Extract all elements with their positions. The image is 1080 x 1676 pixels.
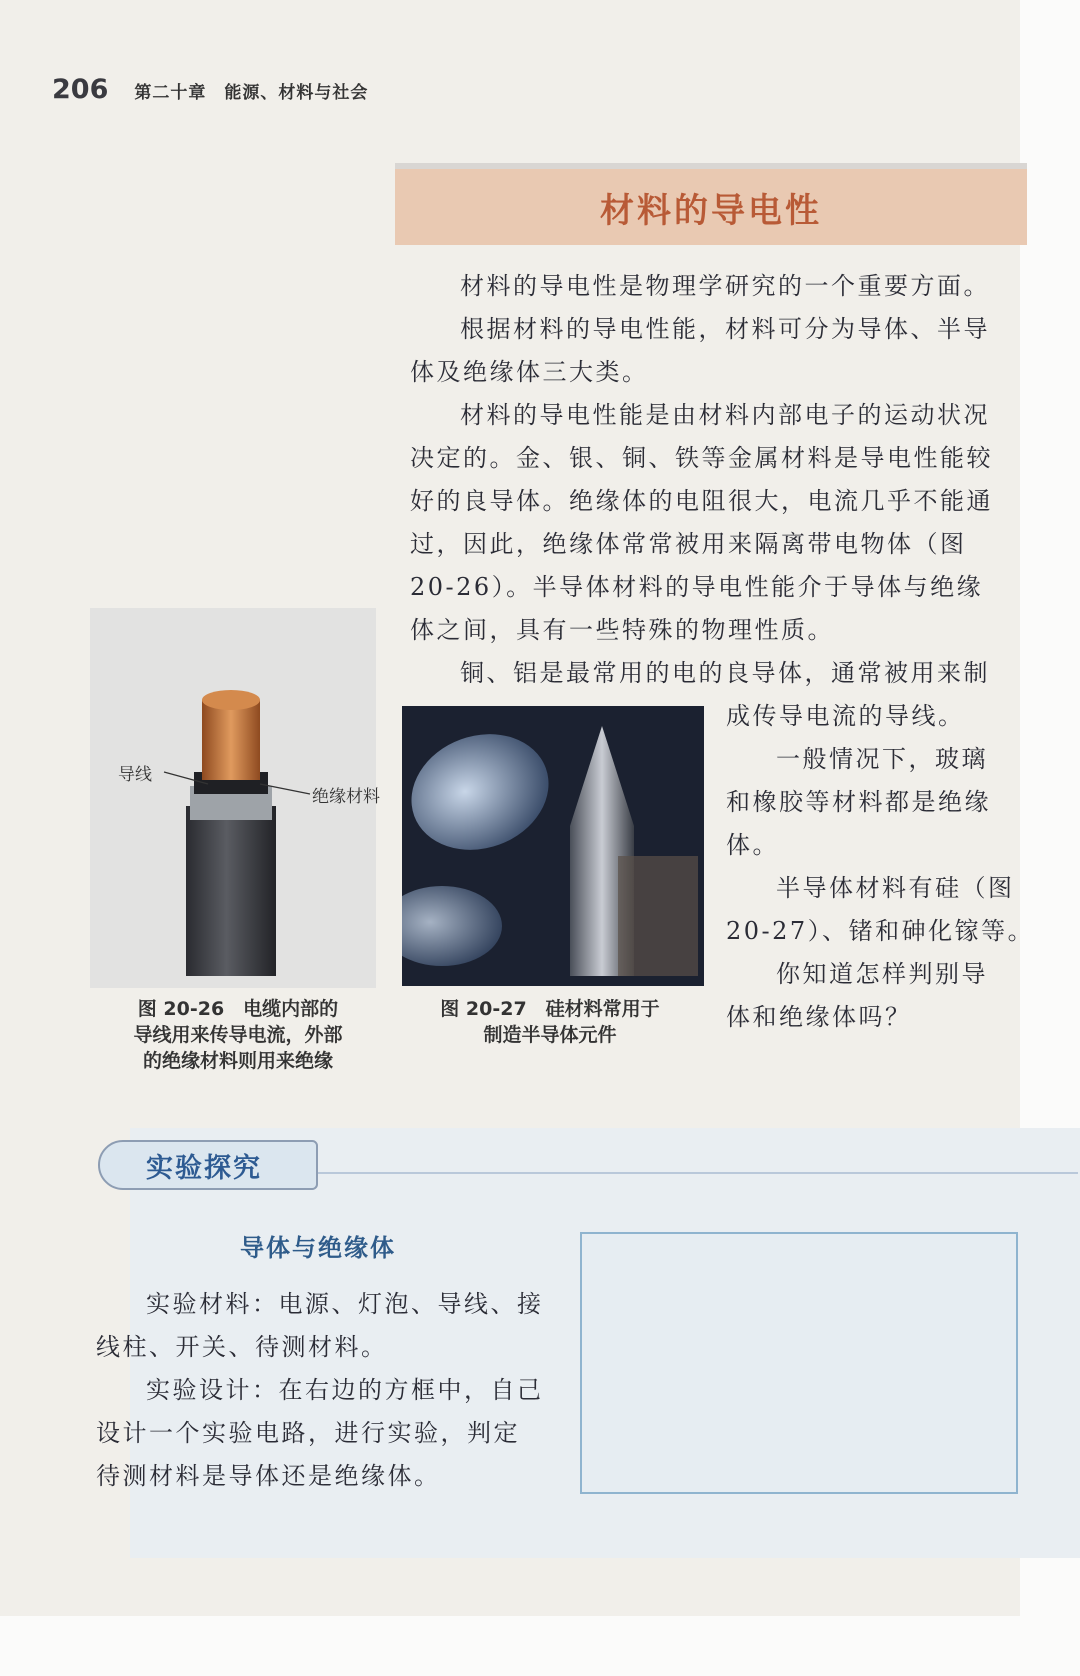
chapter-title: 第二十章 能源、材料与社会 xyxy=(134,83,369,103)
silicon-photo xyxy=(402,706,704,986)
caption-line: 的绝缘材料则用来绝缘 xyxy=(142,1050,333,1072)
experiment-rule xyxy=(318,1172,1078,1174)
section-title-banner xyxy=(395,163,1027,245)
figure-20-27-caption xyxy=(402,996,698,1048)
page-margin-bottom xyxy=(0,1616,1080,1676)
experiment-tag xyxy=(98,1140,318,1190)
paragraph-line: 20-27）、锗和砷化镓等。 xyxy=(726,917,1035,945)
paragraph-line: 成传导电流的导线。 xyxy=(726,702,965,730)
caption-line: 图 20-27 硅材料常用于 xyxy=(440,998,660,1020)
paragraph-line: 和橡胶等材料都是绝缘 xyxy=(726,788,991,816)
experiment-line: 实验材料：电源、灯泡、导线、接 xyxy=(146,1290,544,1318)
caption-line: 制造半导体元件 xyxy=(483,1024,617,1046)
wire-label: 导线 xyxy=(118,765,152,785)
experiment-title: 导体与绝缘体 xyxy=(240,1234,396,1262)
paragraph-line: 体。 xyxy=(726,831,779,859)
circuit-design-box xyxy=(580,1232,1018,1494)
caption-line: 图 20-26 电缆内部的 xyxy=(137,998,339,1020)
page-header xyxy=(52,74,368,105)
page-number: 206 xyxy=(52,74,109,105)
paragraph-line: 材料的导电性是物理学研究的一个重要方面。 xyxy=(460,272,990,300)
paragraph-line: 铜、铝是最常用的电的良导体，通常被用来制 xyxy=(460,659,990,687)
section-title: 材料的导电性 xyxy=(600,190,822,231)
paragraph-line: 根据材料的导电性能，材料可分为导体、半导 xyxy=(460,315,990,343)
figure-20-26-caption xyxy=(90,996,386,1074)
caption-line: 导线用来传导电流，外部 xyxy=(133,1024,343,1046)
paragraph-line: 20-26）。半导体材料的导电性能介于导体与绝缘 xyxy=(410,573,984,601)
paragraph-line: 材料的导电性能是由材料内部电子的运动状况 xyxy=(460,401,990,429)
paragraph-line: 好的良导体。绝缘体的电阻很大，电流几乎不能通 xyxy=(410,487,993,515)
experiment-line: 设计一个实验电路，进行实验，判定 xyxy=(96,1419,520,1447)
insulation-label: 绝缘材料 xyxy=(312,787,380,807)
paragraph-line: 体和绝缘体吗？ xyxy=(726,1003,912,1031)
paragraph-line: 你知道怎样判别导 xyxy=(776,960,988,988)
paragraph-line: 体及绝缘体三大类。 xyxy=(410,358,649,386)
cable-illustration xyxy=(186,686,276,976)
paragraph-line: 一般情况下，玻璃 xyxy=(776,745,988,773)
paragraph-line: 决定的。金、银、铜、铁等金属材料是导电性能较 xyxy=(410,444,993,472)
experiment-line: 待测材料是导体还是绝缘体。 xyxy=(96,1462,441,1490)
paragraph-line: 半导体材料有硅（图 xyxy=(776,874,1015,902)
paragraph-line: 过，因此，绝缘体常常被用来隔离带电物体（图 xyxy=(410,530,967,558)
experiment-line: 线柱、开关、待测材料。 xyxy=(96,1333,388,1361)
experiment-line: 实验设计：在右边的方框中，自己 xyxy=(146,1376,544,1404)
paragraph-line: 体之间，具有一些特殊的物理性质。 xyxy=(410,616,834,644)
experiment-tag-label: 实验探究 xyxy=(146,1152,262,1184)
cable-label-leader-lines xyxy=(160,768,320,798)
